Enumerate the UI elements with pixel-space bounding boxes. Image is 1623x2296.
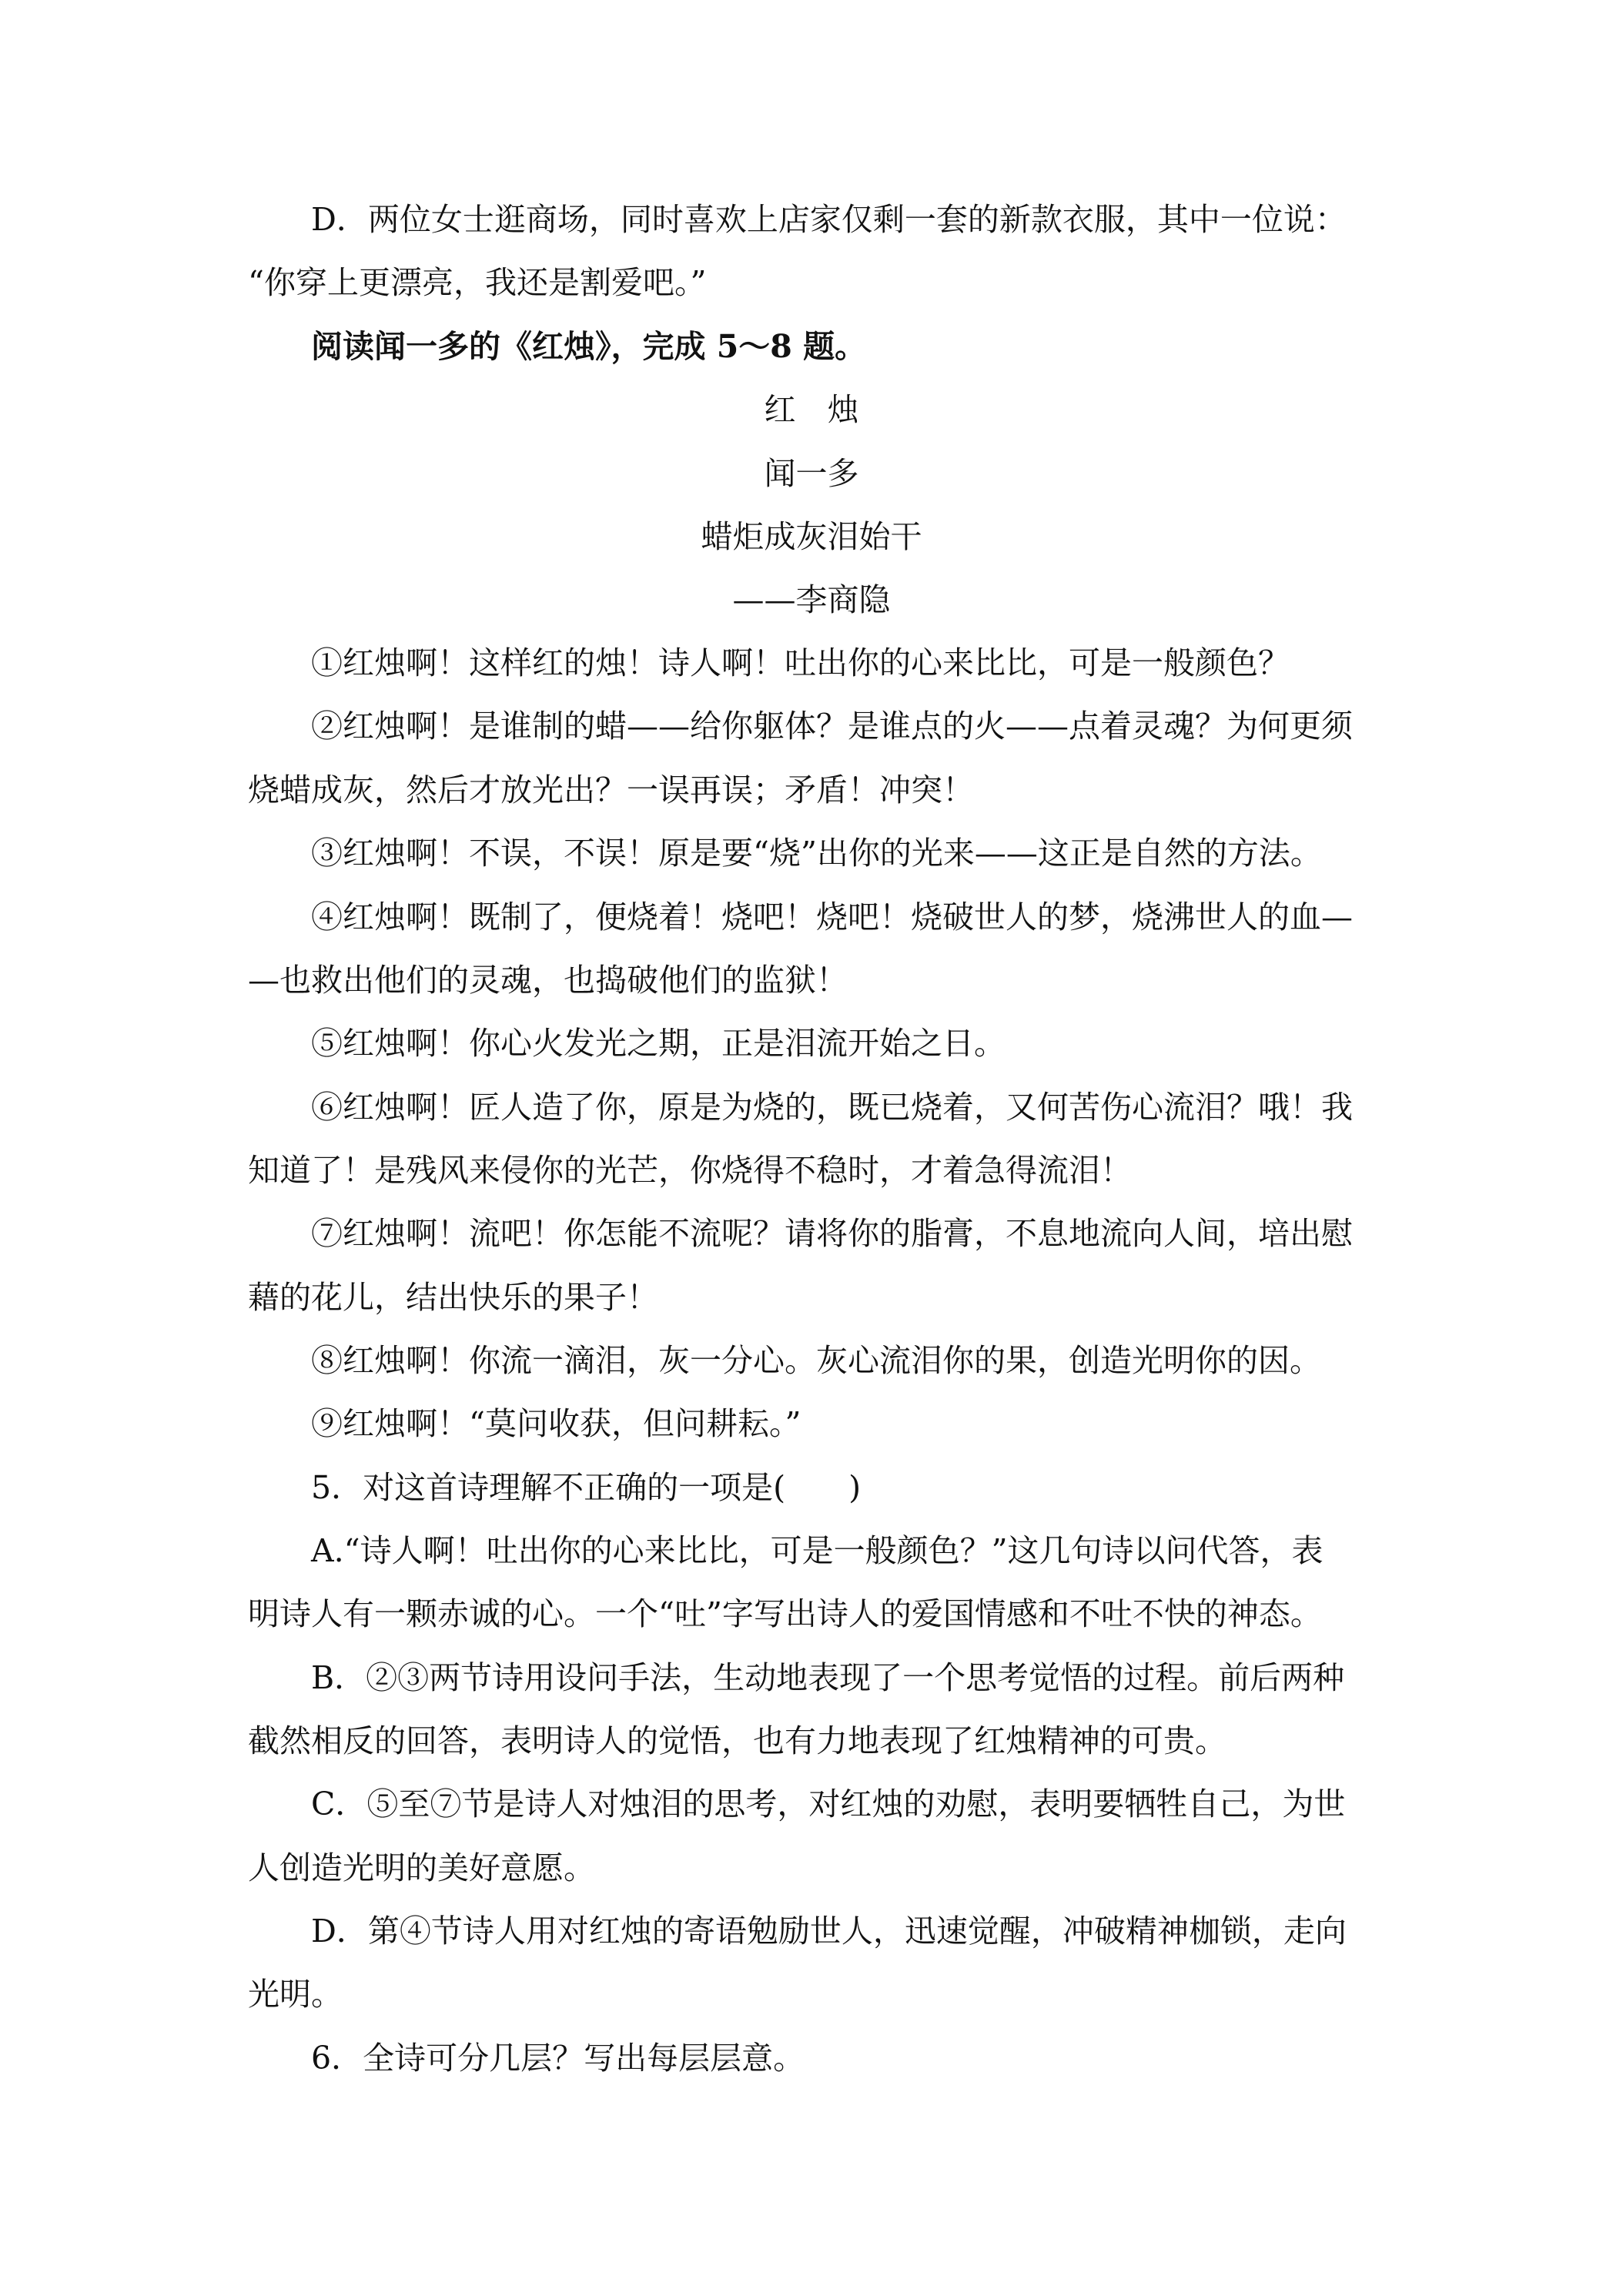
poem-stanza-4-line2: —也救出他们的灵魂，也捣破他们的监狱！ (248, 962, 848, 999)
poem-stanza-7-line1: ⑦红烛啊！流吧！你怎能不流呢？请将你的脂膏，不息地流向人间，培出慰 (311, 1215, 1353, 1252)
poem-stanza-6-line2: 知道了！是残风来侵你的光芒，你烧得不稳时，才着急得流泪！ (248, 1152, 1132, 1189)
poem-epigraph-source: ——李商隐 (732, 581, 891, 618)
poem-stanza-2-line2: 烧蜡成灰，然后才放光出？一误再误；矛盾！冲突！ (248, 771, 974, 808)
poem-stanza-5: ⑤红烛啊！你心火发光之期，正是泪流开始之日。 (311, 1025, 1006, 1062)
question-5-option-b-line1: B．②③两节诗用设问手法，生动地表现了一个思考觉悟的过程。前后两种 (311, 1659, 1345, 1696)
question-5-option-d-line2: 光明。 (248, 1976, 343, 2013)
poem-stanza-8: ⑧红烛啊！你流一滴泪，灰一分心。灰心流泪你的果，创造光明你的因。 (311, 1342, 1321, 1379)
poem-stanza-4-line1: ④红烛啊！既制了，便烧着！烧吧！烧吧！烧破世人的梦，烧沸世人的血— (311, 899, 1353, 935)
poem-stanza-7-line2: 藉的花儿，结出快乐的果子！ (248, 1279, 658, 1316)
question-5-option-a-line1: A.“诗人啊！吐出你的心来比比，可是一般颜色？”这几句诗以问代答，表 (311, 1532, 1323, 1569)
poem-title: 红 烛 (764, 391, 859, 428)
question-5-option-d-line1: D．第④节诗人用对红烛的寄语勉励世人，迅速觉醒，冲破精神枷锁，走向 (311, 1913, 1347, 1950)
poem-stanza-2-line1: ②红烛啊！是谁制的蜡——给你躯体？是谁点的火——点着灵魂？为何更须 (311, 708, 1353, 745)
question-5-option-a-line2: 明诗人有一颗赤诚的心。一个“吐”字写出诗人的爱国情感和不吐不快的神态。 (248, 1595, 1322, 1632)
poem-stanza-9: ⑨红烛啊！“莫问收获，但问耕耘。” (311, 1405, 801, 1442)
poem-author: 闻一多 (764, 455, 859, 492)
question-5-stem: 5．对这首诗理解不正确的一项是( ) (311, 1469, 862, 1506)
poem-stanza-6-line1: ⑥红烛啊！匠人造了你，原是为烧的，既已烧着，又何苦伤心流泪？哦！我 (311, 1089, 1353, 1126)
question-6-stem: 6．全诗可分几层？写出每层层意。 (311, 2040, 805, 2077)
previous-option-d-line1: D．两位女士逛商场，同时喜欢上店家仅剩一套的新款衣服，其中一位说： (311, 201, 1347, 238)
question-5-option-c-line1: C．⑤至⑦节是诗人对烛泪的思考，对红烛的劝慰，表明要牺牲自己，为世 (311, 1786, 1346, 1822)
previous-option-d-line2: “你穿上更漂亮，我还是割爱吧。” (248, 264, 707, 301)
reading-instruction: 阅读闻一多的《红烛》，完成 5～8 题。 (311, 328, 867, 365)
question-5-option-c-line2: 人创造光明的美好意愿。 (248, 1849, 595, 1886)
poem-stanza-3: ③红烛啊！不误，不误！原是要“烧”出你的光来——这正是自然的方法。 (311, 835, 1322, 872)
question-5-option-b-line2: 截然相反的回答，表明诗人的觉悟，也有力地表现了红烛精神的可贵。 (248, 1722, 1226, 1759)
poem-stanza-1: ①红烛啊！这样红的烛！诗人啊！吐出你的心来比比，可是一般颜色？ (311, 644, 1290, 681)
poem-epigraph: 蜡炬成灰泪始干 (701, 518, 922, 555)
